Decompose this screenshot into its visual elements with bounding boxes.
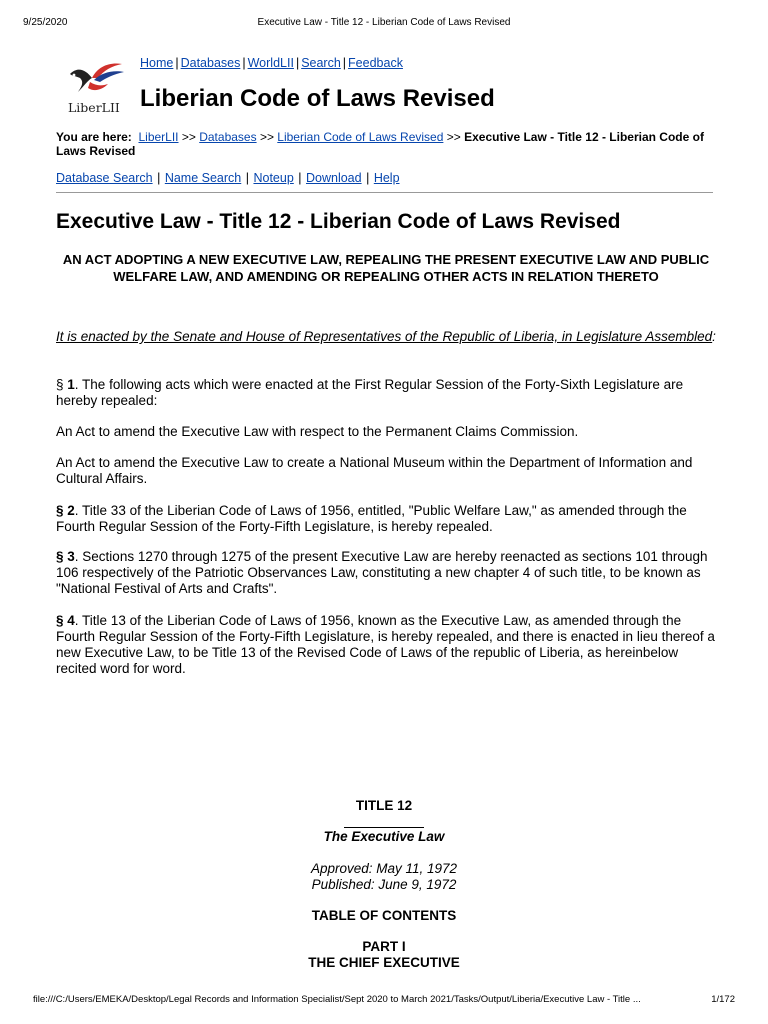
section-3 <box>56 549 716 597</box>
logo-text: LiberLII <box>68 100 120 115</box>
repealed-act-2: An Act to amend the Executive Law to create a National Museum within the Department of Information and Cultural Affairs. <box>56 455 693 486</box>
name-search-link[interactable]: Name Search <box>164 171 242 185</box>
nav-separator: | <box>175 56 179 70</box>
breadcrumb-liberlii-link[interactable]: LiberLII <box>138 130 179 144</box>
section-2 <box>56 503 716 535</box>
enacting-clause-trailer: : <box>712 329 716 344</box>
noteup-link[interactable]: Noteup <box>253 171 294 185</box>
repealed-act-1: An Act to amend the Executive Law with respect to the Permanent Claims Commission. <box>56 424 579 439</box>
site-title: Liberian Code of Laws Revised <box>140 85 495 112</box>
section-marker: § <box>56 549 64 564</box>
nav-separator: | <box>342 56 347 70</box>
page-number: 1/172 <box>711 994 735 1005</box>
part-heading: PART I <box>362 939 406 954</box>
section-4 <box>56 613 716 677</box>
published-date: Published: June 9, 1972 <box>311 877 457 892</box>
table-of-contents-heading: TABLE OF CONTENTS <box>311 908 457 923</box>
part-title: THE CHIEF EXECUTIVE <box>308 955 460 970</box>
top-nav <box>140 55 403 71</box>
section-number: 2 <box>67 503 75 518</box>
section-number: 3 <box>67 549 75 564</box>
main-title: Executive Law - Title 12 - Liberian Code of Laws Revised <box>56 210 621 233</box>
breadcrumb-arrow: >> <box>259 130 274 144</box>
nav-home-link[interactable]: Home <box>140 56 174 70</box>
tools-separator: | <box>157 171 161 185</box>
enacting-clause-text: It is enacted by the Senate and House of Representatives of the Republic of Liberia, in Legislature Assembled <box>56 329 713 344</box>
section-text: . Title 13 of the Liberian Code of Laws of 1956, known as the Executive Law, as amended through the Fourth Regular Session of the Forty-Fifth Legislature, is hereby repealed, and there is enacted in lieu thereof a new Executive Law, to be Title 13 of the Revised Code of Laws of the republic of Liberia, as hereinbelow recited word for word. <box>56 613 715 676</box>
liberlii-logo[interactable] <box>62 56 128 120</box>
section-marker: § <box>56 613 64 628</box>
nav-search-link[interactable]: Search <box>301 56 341 70</box>
help-link[interactable]: Help <box>373 171 400 185</box>
law-name: The Executive Law <box>323 829 445 844</box>
section-marker: § <box>56 503 64 518</box>
section-number: 4 <box>67 613 75 628</box>
breadcrumb-databases-link[interactable]: Databases <box>199 130 257 144</box>
section-text: . Title 33 of the Liberian Code of Laws of 1956, entitled, "Public Welfare Law," as amended through the Fourth Regular Session of the Forty-Fifth Legislature, is hereby repealed. <box>56 503 687 534</box>
nav-separator: | <box>295 56 300 70</box>
enacting-clause <box>56 329 716 345</box>
tools-nav <box>56 170 400 186</box>
title-number: TITLE 12 <box>355 798 413 813</box>
tools-separator: | <box>366 171 370 185</box>
section-text: . The following acts which were enacted at the First Regular Session of the Forty-Sixth Legislature are hereby repealed: <box>56 377 684 408</box>
database-search-link[interactable]: Database Search <box>56 171 153 185</box>
breadcrumb-code-link[interactable]: Liberian Code of Laws Revised <box>277 130 444 144</box>
section-marker: § <box>56 377 64 392</box>
breadcrumb-arrow: >> <box>446 130 461 144</box>
file-path: file:///C:/Users/EMEKA/Desktop/Legal Records and Information Specialist/Sept 2020 to March 2021/Tasks/Output/Liberia/Executive Law - Title ... <box>33 994 641 1005</box>
nav-worldlii-link[interactable]: WorldLII <box>247 56 294 70</box>
title-underline <box>344 827 424 828</box>
breadcrumb <box>56 130 716 158</box>
print-title: Executive Law - Title 12 - Liberian Code of Laws Revised <box>257 17 511 28</box>
nav-feedback-link[interactable]: Feedback <box>348 56 403 70</box>
section-number: 1 <box>67 377 75 392</box>
tools-separator: | <box>245 171 249 185</box>
breadcrumb-arrow: >> <box>181 130 196 144</box>
header-divider <box>56 192 713 193</box>
print-header <box>23 16 745 30</box>
print-footer <box>33 993 735 1007</box>
nav-separator: | <box>242 56 246 70</box>
dove-icon <box>62 56 128 102</box>
section-text: . Sections 1270 through 1275 of the present Executive Law are hereby reenacted as sections 101 through 106 respectively of the Patriotic Observances Law, constituting a new chapter 4 of such title, to be known as "National Festival of Arts and Crafts". <box>56 549 708 596</box>
print-date: 9/25/2020 <box>23 17 68 28</box>
tools-separator: | <box>298 171 302 185</box>
breadcrumb-current: Executive Law - Title 12 - Liberian Code of Laws Revised <box>56 130 704 158</box>
download-link[interactable]: Download <box>306 171 362 185</box>
section-1 <box>56 377 716 409</box>
approved-date: Approved: May 11, 1972 <box>310 861 458 876</box>
act-heading: AN ACT ADOPTING A NEW EXECUTIVE LAW, REPEALING THE PRESENT EXECUTIVE LAW AND PUBLIC WELFARE LAW, AND AMENDING OR REPEALING OTHER ACTS IN RELATION THERETO <box>62 252 710 284</box>
breadcrumb-prefix: You are here: <box>56 130 132 144</box>
nav-databases-link[interactable]: Databases <box>180 56 241 70</box>
